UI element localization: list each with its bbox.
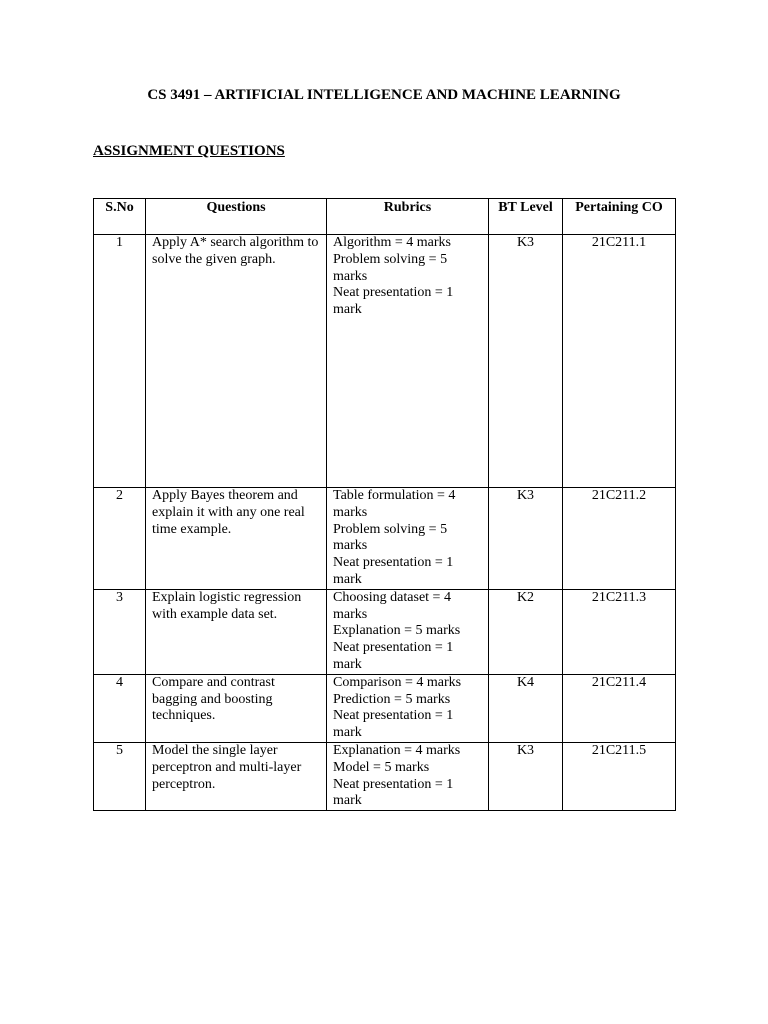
rubric-line: Algorithm = 4 marks [333,235,451,250]
cell-sno: 3 [94,589,146,674]
cell-question: Compare and contrast bagging and boosting techniques. [146,674,327,742]
table-row [94,488,676,590]
cell-sno: 1 [94,235,146,488]
table-row [94,235,676,488]
cell-co: 21C211.1 [563,235,676,488]
rubric-line: Problem solving = 5 marks [333,521,448,554]
cell-bt-level: K2 [489,589,563,674]
rubric-line: Neat presentation = 1 mark [333,285,454,318]
cell-bt-level: K3 [489,742,563,810]
header-rubrics: Rubrics [327,199,489,235]
rubric-line: Explanation = 4 marks [333,742,461,758]
cell-question: Apply Bayes theorem and explain it with any one real time example. [146,488,327,590]
cell-rubrics [327,742,489,810]
rubric-line: Problem solving = 5 marks [333,251,448,284]
header-pertaining-co: Pertaining CO [563,199,676,235]
cell-sno: 2 [94,488,146,590]
rubric-line: Neat presentation = 1 mark [333,555,454,587]
section-heading: ASSIGNMENT QUESTIONS [93,143,285,159]
cell-bt-level: K4 [489,674,563,742]
rubric-line: Explanation = 5 marks [333,623,461,639]
table-header-row [94,199,676,235]
header-bt-level: BT Level [489,199,563,235]
cell-sno: 4 [94,674,146,742]
document-title: CS 3491 – ARTIFICIAL INTELLIGENCE AND MACHINE LEARNING [147,87,621,103]
cell-rubrics [327,589,489,674]
cell-co: 21C211.2 [563,488,676,590]
cell-rubrics [327,674,489,742]
rubric-line: Comparison = 4 marks [333,674,462,690]
rubric-line: Neat presentation = 1 mark [333,640,454,672]
rubric-line: Table formulation = 4 marks [333,488,456,520]
rubric-line: Choosing dataset = 4 marks [333,589,451,622]
rubric-line: Prediction = 5 marks [333,691,451,707]
header-sno: S.No [94,199,146,235]
cell-rubrics [327,235,489,488]
header-questions: Questions [146,199,327,235]
table-row [94,742,676,810]
cell-co: 21C211.5 [563,742,676,810]
rubric-line: Neat presentation = 1 mark [333,708,454,741]
table-row [94,674,676,742]
cell-bt-level: K3 [489,488,563,590]
cell-rubrics [327,488,489,590]
cell-sno: 5 [94,742,146,810]
cell-question: Explain logistic regression with example data set. [146,589,327,674]
assignment-table [93,198,676,811]
cell-question: Apply A* search algorithm to solve the given graph. [146,235,327,488]
rubric-line: Neat presentation = 1 mark [333,776,454,809]
cell-co: 21C211.4 [563,674,676,742]
table-row [94,589,676,674]
cell-co: 21C211.3 [563,589,676,674]
rubric-line: Model = 5 marks [333,759,430,775]
cell-question: Model the single layer perceptron and multi-layer perceptron. [146,742,327,810]
cell-bt-level: K3 [489,235,563,488]
